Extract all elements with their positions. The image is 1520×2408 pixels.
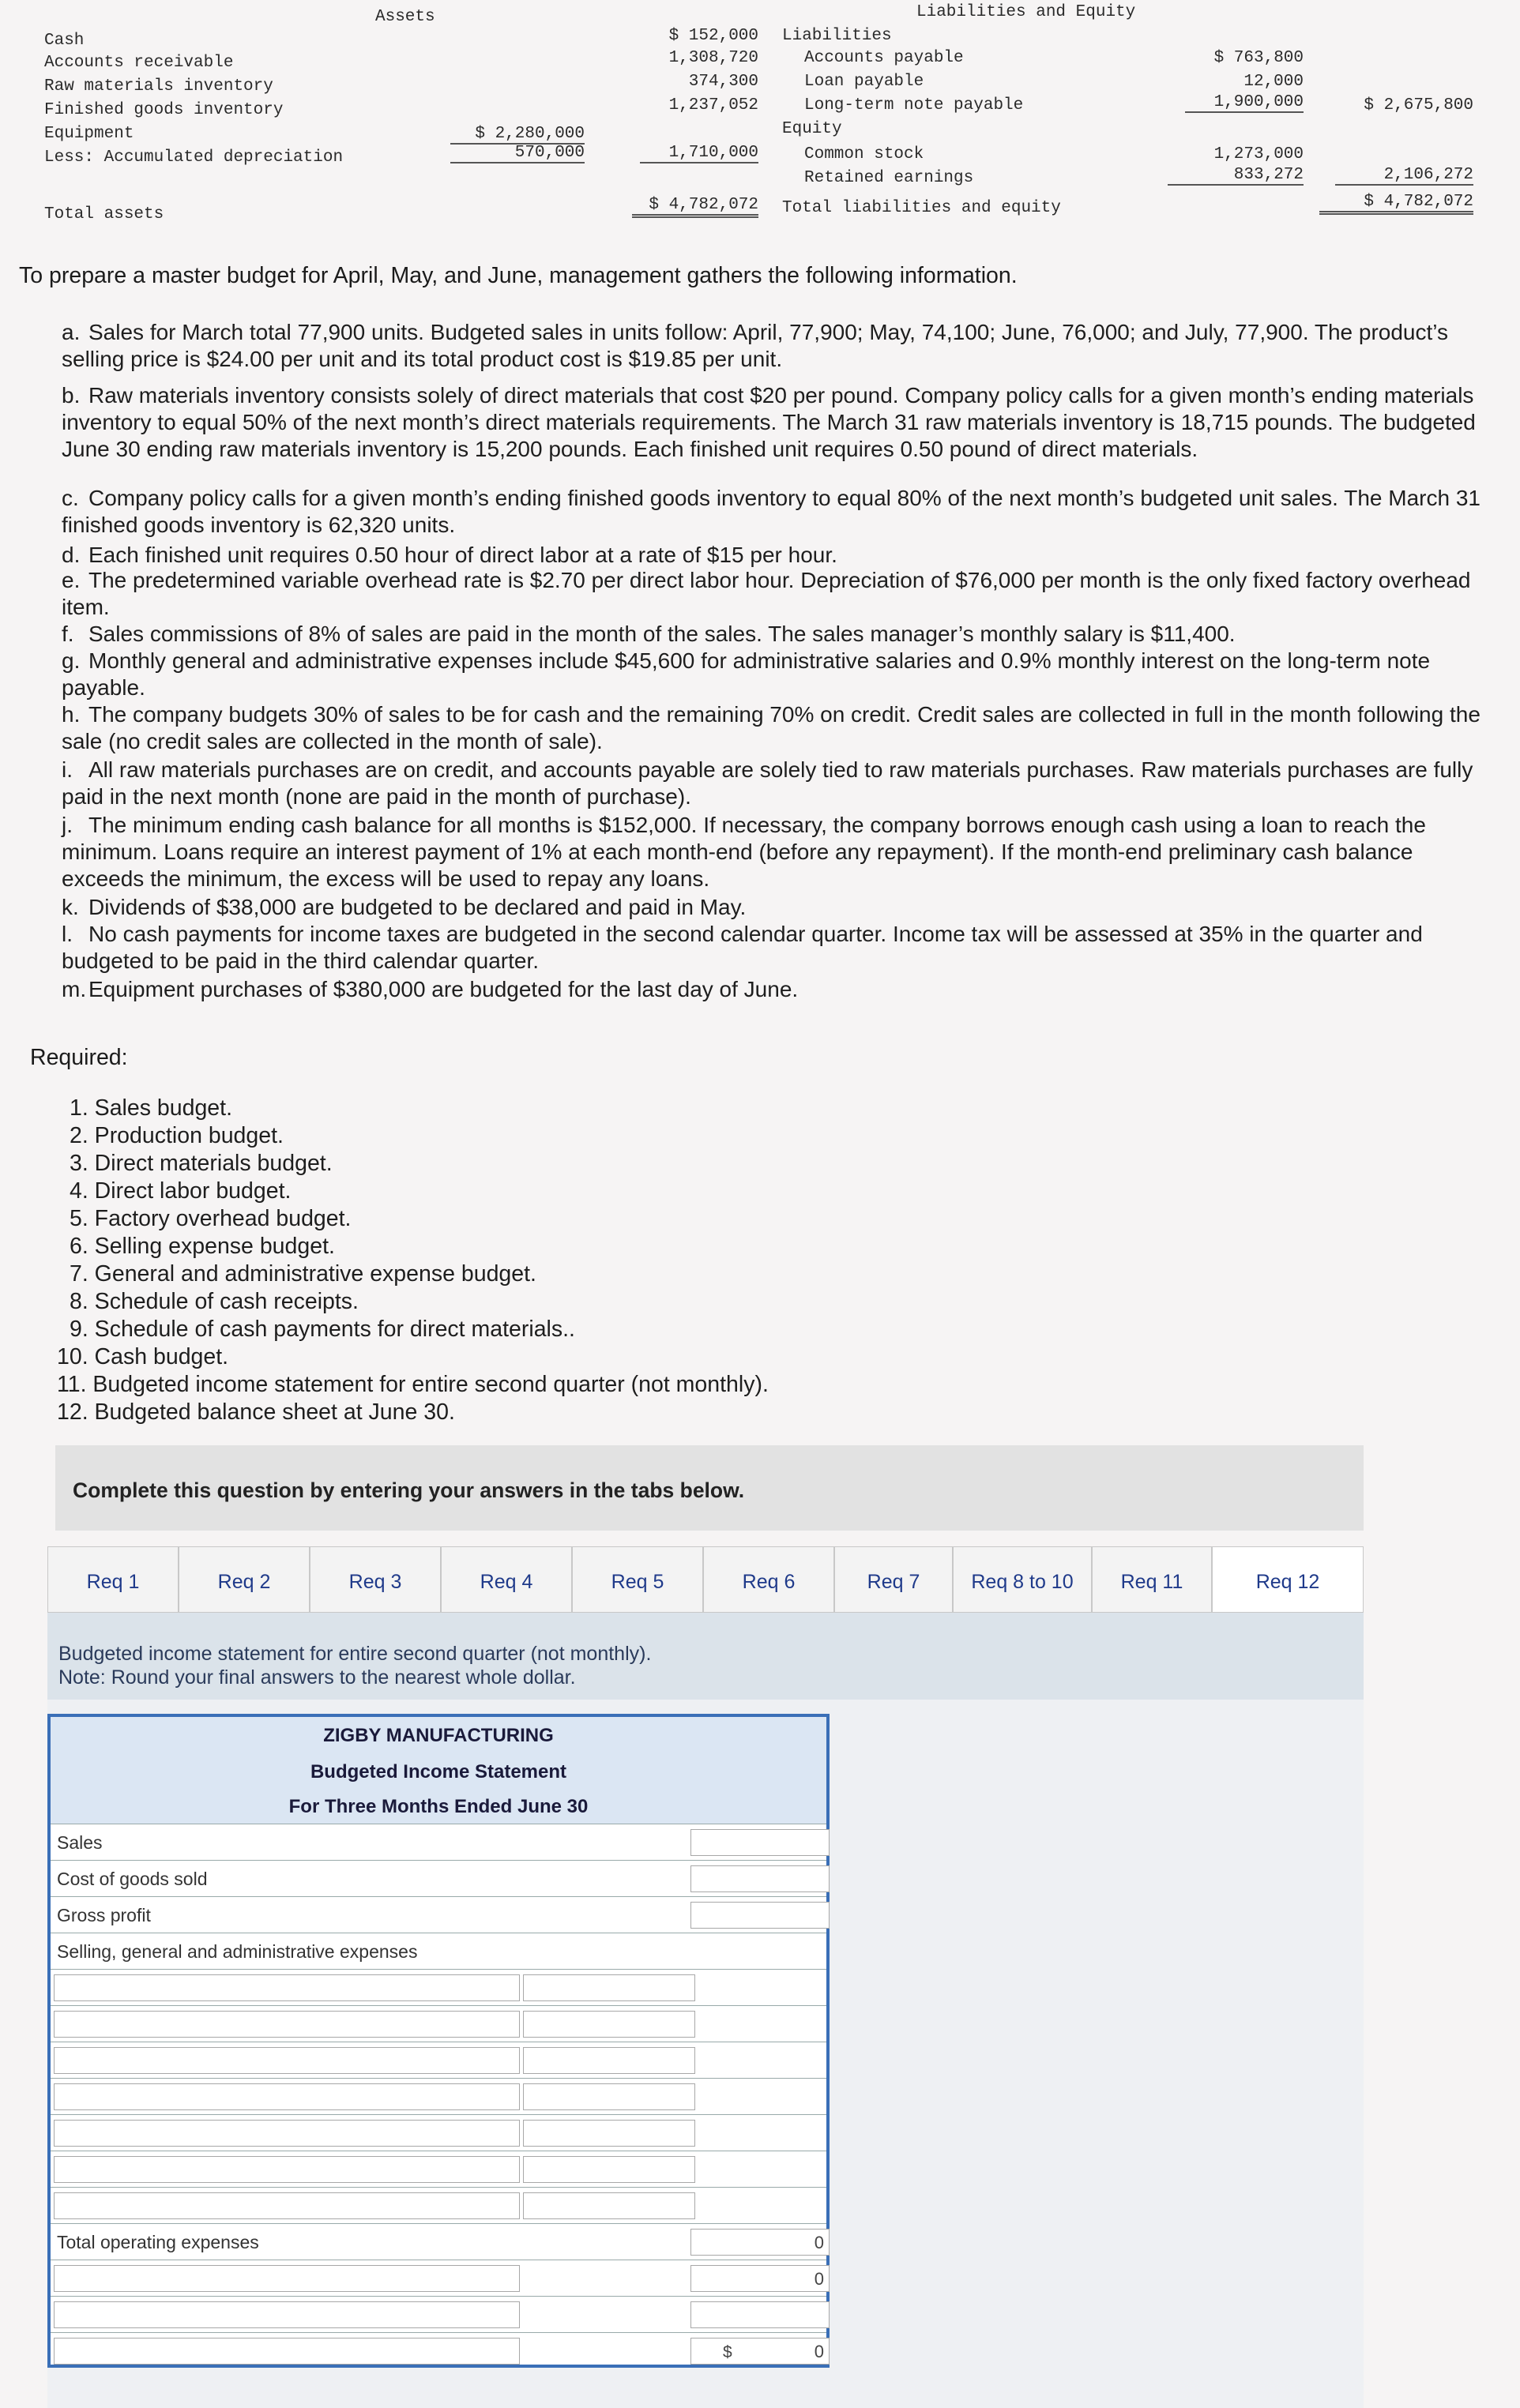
- accum-value: 570,000: [450, 144, 585, 163]
- sga-label: Selling, general and administrative expenses: [57, 1941, 418, 1962]
- accum-label: Less: Accumulated depreciation: [44, 148, 344, 167]
- expense-name-input[interactable]: [54, 1974, 520, 2001]
- row-sales: [51, 1824, 826, 1860]
- income-statement-table: [47, 1714, 830, 2368]
- info-item-label: m.: [62, 977, 87, 1001]
- info-item-m: [62, 976, 1492, 1003]
- info-item-text: Sales for March total 77,900 units. Budgeted sales in units follow: April, 77,900; May, 74,100; June, 76,000; and July, 77,900. The product’s selling price is $24.00 per unit and its total product cost is $19.85 per unit.: [62, 320, 1449, 371]
- intro-text: To prepare a master budget for April, May, and June, management gathers the following information.: [19, 263, 1018, 288]
- cogs-label: Cost of goods sold: [57, 1869, 208, 1889]
- row-expense-2: [51, 2005, 826, 2042]
- required-item: 3. Direct materials budget.: [70, 1151, 333, 1176]
- info-item-text: Raw materials inventory consists solely of direct materials that cost $20 per pound. Company policy calls for a given month’s ending materials inventory to equal 50% of the next month’s direct materials requirements. The March 31 raw materials inventory is 18,715 pounds. The budgeted June 30 ending raw materials inventory is 15,200 pounds. Each finished unit requires 0.50 pound of direct materials.: [62, 383, 1476, 461]
- cogs-input[interactable]: [690, 1865, 830, 1892]
- ltnote-label: Long-term note payable: [804, 96, 1024, 115]
- info-item-l: [62, 921, 1492, 975]
- tab-label: Req 1: [86, 1571, 140, 1593]
- info-item-h: [62, 701, 1492, 755]
- instruction-bar: [55, 1445, 1364, 1531]
- expense-amount-input[interactable]: [523, 2011, 695, 2038]
- info-item-text: Monthly general and administrative expenses include $45,600 for administrative salaries and 0.9% monthly interest on the long-term note payable.: [62, 648, 1431, 700]
- company-name: ZIGBY MANUFACTURING: [323, 1725, 554, 1746]
- info-item-label: i.: [62, 757, 73, 782]
- expense-amount-input[interactable]: [523, 2047, 695, 2074]
- info-item-label: h.: [62, 702, 81, 727]
- info-item-label: f.: [62, 622, 74, 646]
- equity-label: Equity: [782, 120, 842, 138]
- ap-label: Accounts payable: [804, 49, 964, 67]
- instruction-text: Complete this question by entering your answers in the tabs below.: [73, 1478, 745, 1502]
- total-le-label: Total liabilities and equity: [782, 199, 1061, 217]
- info-item-label: j.: [62, 813, 73, 837]
- info-item-text: Equipment purchases of $380,000 are budgeted for the last day of June.: [88, 977, 799, 1001]
- row-expense-6: [51, 2151, 826, 2187]
- fg-value: 1,237,052: [668, 96, 758, 115]
- expense-name-input[interactable]: [54, 2120, 520, 2147]
- info-item-label: b.: [62, 383, 81, 408]
- info-item-b: [62, 382, 1492, 463]
- equip-label: Equipment: [44, 125, 134, 143]
- info-item-j: [62, 812, 1492, 892]
- re-value: 833,272: [1168, 166, 1304, 186]
- info-item-text: Each finished unit requires 0.50 hour of direct labor at a rate of $15 per hour.: [88, 543, 837, 567]
- cs-label: Common stock: [804, 145, 924, 163]
- total-le-value: $ 4,782,072: [1319, 193, 1473, 215]
- info-item-label: l.: [62, 922, 73, 946]
- info-item-text: The company budgets 30% of sales to be for cash and the remaining 70% on credit. Credit sales are collected in full in the month following the sale (no credit sales are collected in the month of sale).: [62, 702, 1480, 753]
- expense-amount-input[interactable]: [523, 2156, 695, 2183]
- required-item: 2. Production budget.: [70, 1123, 284, 1148]
- tab-label: Req 3: [348, 1571, 402, 1593]
- tab-label: Req 7: [867, 1571, 920, 1593]
- line-label-input[interactable]: [54, 2265, 520, 2292]
- equip-value: $ 2,280,000: [450, 125, 585, 145]
- row-expense-5: [51, 2114, 826, 2151]
- total-opex-value: [690, 2229, 830, 2256]
- row-tax: [51, 2296, 826, 2332]
- tab-req-1[interactable]: [47, 1546, 179, 1613]
- info-item-text: The predetermined variable overhead rate is $2.70 per direct labor hour. Depreciation of $76,000 per month is the only fixed factory overhead item.: [62, 568, 1471, 619]
- currency-symbol: $: [723, 2343, 732, 2361]
- row-sga-heading: [51, 1933, 826, 1969]
- statement-title: Budgeted Income Statement: [310, 1761, 567, 1783]
- info-item-text: The minimum ending cash balance for all months is $152,000. If necessary, the company borrows enough cash using a loan to reach the minimum. Loans require an interest payment of 1% at each month-end (before any repayment). If the month-end preliminary cash balance exceeds the minimum, the excess will be used to repay any loans.: [62, 813, 1426, 891]
- raw-value: 374,300: [688, 73, 758, 91]
- required-item: 10. Cash budget.: [57, 1344, 229, 1369]
- total-liab-value: $ 2,675,800: [1364, 96, 1473, 115]
- tab-req-12[interactable]: [1212, 1546, 1364, 1613]
- income-before-tax-amount: 0: [814, 2269, 824, 2289]
- info-item-label: a.: [62, 320, 81, 344]
- row-total-opex: [51, 2223, 826, 2260]
- panel-title: Budgeted income statement for entire second quarter (not monthly).: [58, 1643, 652, 1665]
- required-item: 9. Schedule of cash payments for direct materials..: [70, 1317, 575, 1342]
- net-income-amount: 0: [814, 2342, 824, 2361]
- info-item-text: Dividends of $38,000 are budgeted to be declared and paid in May.: [88, 895, 747, 919]
- panel-rounding-note: Note: Round your final answers to the nearest whole dollar.: [58, 1666, 576, 1689]
- row-expense-4: [51, 2078, 826, 2114]
- tab-req-4[interactable]: [441, 1546, 572, 1613]
- liab-equity-header: Liabilities and Equity: [916, 3, 1136, 21]
- info-item-label: d.: [62, 543, 81, 567]
- info-item-e: [62, 567, 1492, 621]
- tab-req-2[interactable]: [179, 1546, 310, 1613]
- tab-label: Req 6: [742, 1571, 796, 1593]
- re-label: Retained earnings: [804, 169, 974, 187]
- row-expense-3: [51, 2042, 826, 2078]
- loan-label: Loan payable: [804, 73, 924, 91]
- tab-req-3[interactable]: [310, 1546, 441, 1613]
- required-item: 12. Budgeted balance sheet at June 30.: [57, 1399, 455, 1425]
- ar-label: Accounts receivable: [44, 54, 234, 72]
- expense-name-input[interactable]: [54, 2047, 520, 2074]
- info-item-f: [62, 621, 1492, 648]
- info-item-text: All raw materials purchases are on credit, and accounts payable are solely tied to raw materials purchases. Raw materials purchases are fully paid in the next month (none are paid in the month of purchase).: [62, 757, 1473, 809]
- required-item: 1. Sales budget.: [70, 1095, 232, 1121]
- expense-amount-input[interactable]: [523, 2120, 695, 2147]
- total-assets-value: $ 4,782,072: [632, 196, 758, 218]
- info-item-i: [62, 757, 1492, 810]
- ar-value: 1,308,720: [668, 49, 758, 67]
- info-item-a: [62, 319, 1492, 373]
- required-item: 4. Direct labor budget.: [70, 1178, 292, 1204]
- required-item: 8. Schedule of cash receipts.: [70, 1289, 359, 1314]
- cash-value: $ 152,000: [668, 27, 758, 45]
- tab-req-8-to-10[interactable]: [953, 1546, 1092, 1613]
- net-income-value: [690, 2338, 830, 2365]
- tab-label: Req 2: [217, 1571, 271, 1593]
- assets-header: Assets: [375, 8, 435, 26]
- line-label-input[interactable]: [54, 2338, 520, 2365]
- required-heading: Required:: [30, 1045, 128, 1070]
- info-item-d: [62, 542, 1492, 569]
- info-item-text: Company policy calls for a given month’s ending finished goods inventory to equal 80% of the next month’s budgeted unit sales. The March 31 finished goods inventory is 62,320 units.: [62, 486, 1480, 537]
- ap-value: $ 763,800: [1213, 49, 1304, 67]
- tab-req-11[interactable]: [1092, 1546, 1212, 1613]
- info-item-text: Sales commissions of 8% of sales are paid in the month of the sales. The sales manager’s monthly salary is $11,400.: [88, 622, 1236, 646]
- net-equip-value: 1,710,000: [640, 144, 758, 163]
- row-expense-1: [51, 1969, 826, 2005]
- sales-label: Sales: [57, 1832, 103, 1853]
- tab-req-6[interactable]: [703, 1546, 834, 1613]
- info-item-g: [62, 648, 1492, 701]
- total-opex-amount: 0: [814, 2233, 824, 2252]
- row-income-before-tax: [51, 2260, 826, 2296]
- info-item-label: g.: [62, 648, 81, 673]
- row-cogs: [51, 1860, 826, 1896]
- required-item: 11. Budgeted income statement for entire second quarter (not monthly).: [57, 1372, 769, 1397]
- expense-name-input[interactable]: [54, 2083, 520, 2110]
- required-item: 6. Selling expense budget.: [70, 1234, 335, 1259]
- raw-label: Raw materials inventory: [44, 77, 273, 96]
- income-before-tax-value: [690, 2265, 830, 2292]
- gross-profit-label: Gross profit: [57, 1905, 151, 1925]
- expense-amount-input[interactable]: [523, 2083, 695, 2110]
- expense-amount-input[interactable]: [523, 1974, 695, 2001]
- cash-label: Cash: [44, 32, 85, 50]
- tab-req-5[interactable]: [572, 1546, 703, 1613]
- required-item: 5. Factory overhead budget.: [70, 1206, 352, 1231]
- required-item: 7. General and administrative expense budget.: [70, 1261, 536, 1287]
- cs-value: 1,273,000: [1213, 145, 1304, 163]
- loan-value: 12,000: [1243, 73, 1304, 91]
- tab-label: Req 8 to 10: [971, 1571, 1074, 1593]
- total-equity-value: 2,106,272: [1335, 166, 1473, 186]
- total-assets-label: Total assets: [44, 205, 164, 224]
- tab-req-7[interactable]: [834, 1546, 953, 1613]
- row-gross-profit: [51, 1896, 826, 1933]
- info-item-label: k.: [62, 895, 79, 919]
- line-label-input[interactable]: [54, 2301, 520, 2328]
- tab-label: Req 5: [611, 1571, 664, 1593]
- row-net-income: [51, 2332, 826, 2368]
- info-item-label: c.: [62, 486, 79, 510]
- liabilities-label: Liabilities: [782, 27, 892, 45]
- statement-period: For Three Months Ended June 30: [288, 1796, 589, 1817]
- total-opex-label: Total operating expenses: [57, 2232, 259, 2252]
- expense-name-input[interactable]: [54, 2192, 520, 2219]
- expense-name-input[interactable]: [54, 2011, 520, 2038]
- tab-label: Req 12: [1255, 1571, 1320, 1593]
- expense-name-input[interactable]: [54, 2156, 520, 2183]
- tax-input[interactable]: [690, 2301, 830, 2328]
- row-expense-7: [51, 2187, 826, 2223]
- fg-label: Finished goods inventory: [44, 101, 284, 119]
- ltnote-value: 1,900,000: [1185, 93, 1304, 113]
- expense-amount-input[interactable]: [523, 2192, 695, 2219]
- info-item-label: e.: [62, 568, 81, 592]
- gross-profit-input[interactable]: [690, 1902, 830, 1929]
- tab-label: Req 4: [480, 1571, 533, 1593]
- sales-input[interactable]: [690, 1829, 830, 1856]
- info-item-k: [62, 894, 1492, 921]
- info-item-c: [62, 485, 1492, 539]
- info-item-text: No cash payments for income taxes are budgeted in the second calendar quarter. Income tax will be assessed at 35% in the quarter and budgeted to be paid in the third calendar quarter.: [62, 922, 1423, 973]
- tab-label: Req 11: [1120, 1571, 1183, 1593]
